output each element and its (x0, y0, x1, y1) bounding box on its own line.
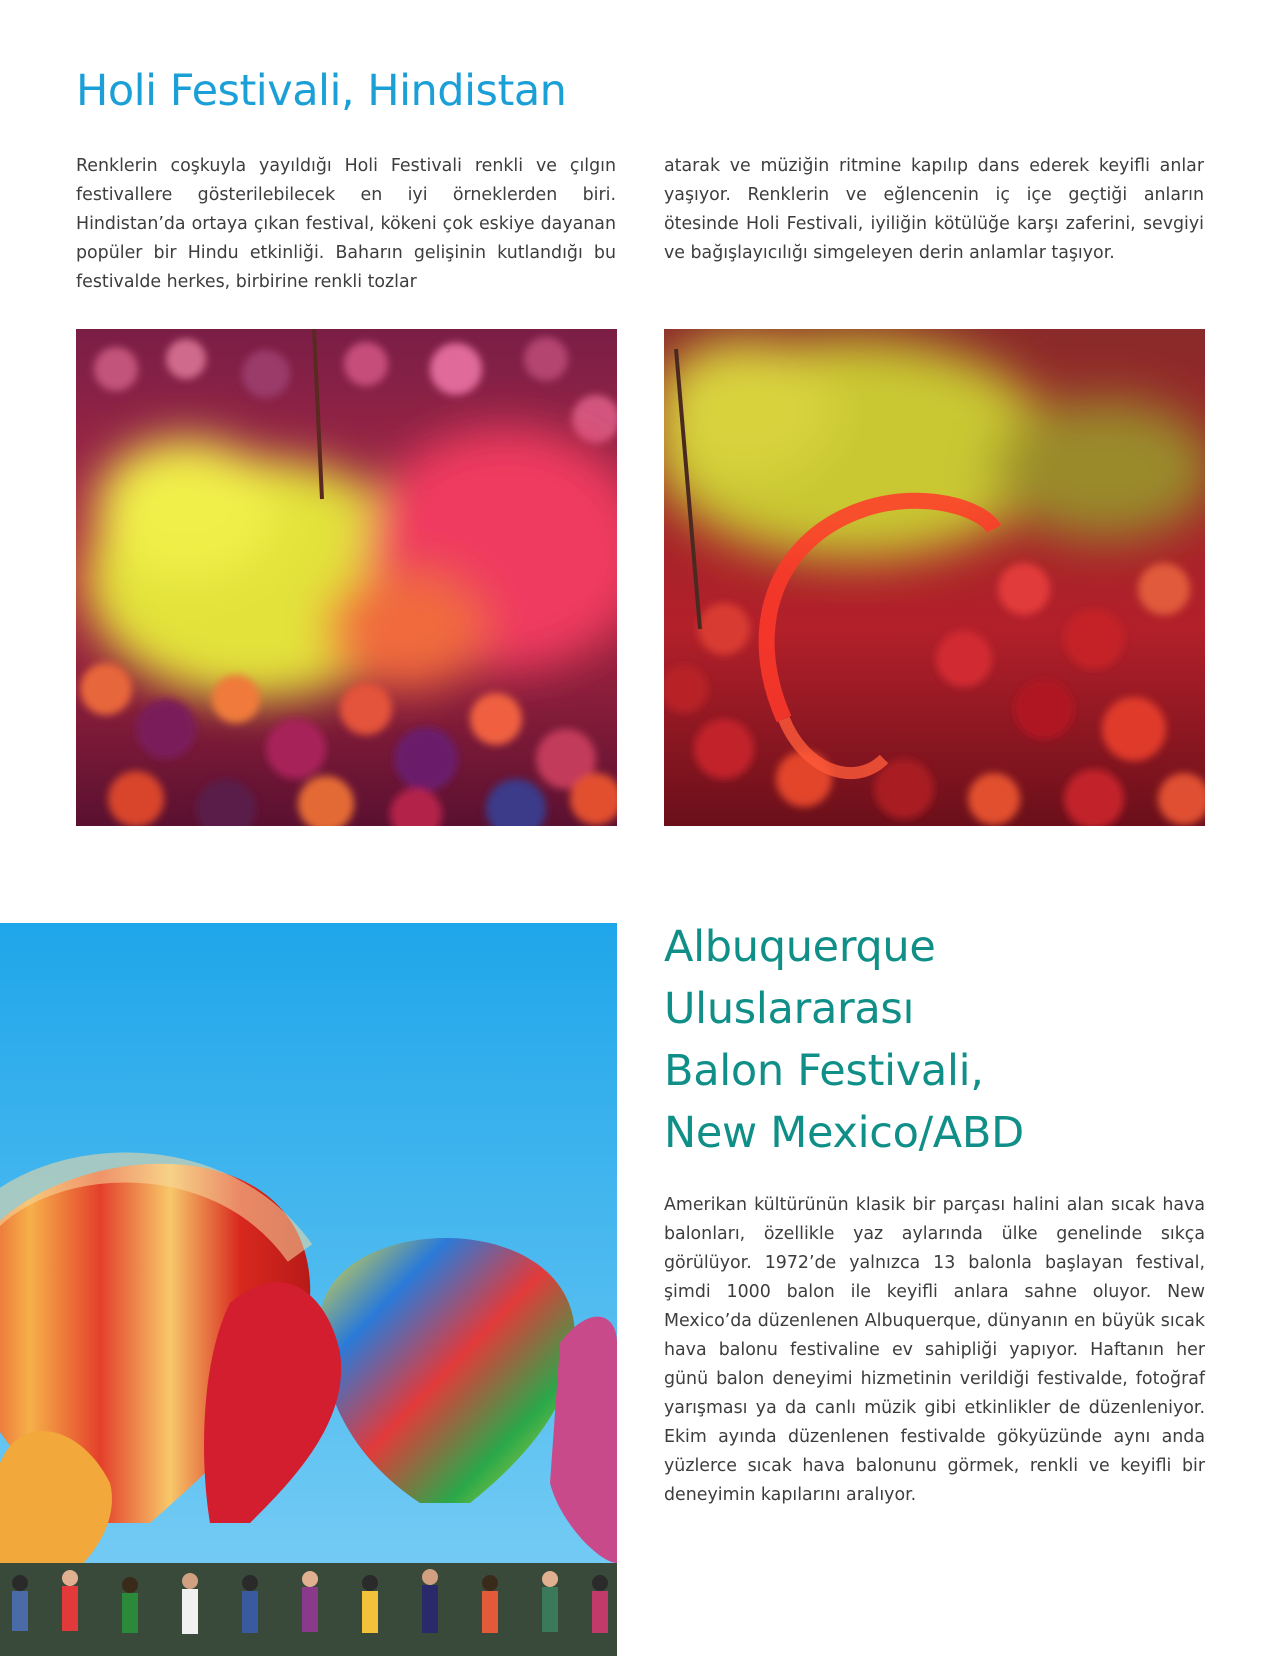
holi-crowd-photo-right (664, 329, 1205, 826)
balloon-paragraph: Amerikan kültürünün klasik bir parçası halini alan sıcak hava balonları, özellikle yaz aylarında ülke genelinde sıkça görülüyor. 1972’de yalnızca 13 balonla başlayan festival, şimdi 1000 balon ile keyifli anlara sahne oluyor. New Mexico’da düzenlenen Albuquerque, dünyanın en büyük sıcak hava balonu festivaline ev sahipliği yapıyor. Haftanın her günü balon deneyimi hizmetinin verildiği festivalde, fotoğraf yarışması ya da canlı müzik gibi etkinlikler de düzenleniyor. Ekim ayında düzenlenen festivalde gökyüzünde aynı anda yüzlerce sıcak hava balonunu görmek, renkli ve keyifli bir deneyimin kapılarını aralıyor. (664, 1195, 1205, 1505)
balloon-title-line-3: Balon Festivali, (664, 1046, 984, 1096)
balloon-title-line-1: Albuquerque (664, 922, 936, 972)
holi-section-title: Holi Festivali, Hindistan (76, 66, 567, 116)
holi-crowd-photo-left (76, 329, 617, 826)
balloon-title-line-4: New Mexico/ABD (664, 1108, 1024, 1158)
balloon-title-line-2: Uluslararası (664, 984, 915, 1034)
balloon-section-title (664, 916, 1224, 1164)
holi-paragraph-left: Renklerin coşkuyla yayıldığı Holi Festivali renkli ve çılgın festivallere gösterilebilecek en iyi örneklerden biri. Hindistan’da ortaya çıkan festival, kökeni çok eskiye dayanan popüler bir Hindu etkinliği. Baharın gelişinin kutlandığı bu festivalde herkes, birbirine renkli tozlar (76, 156, 616, 292)
balloon-festival-photo (0, 923, 617, 1656)
holi-paragraph-right: atarak ve müziğin ritmine kapılıp dans ederek keyifli anlar yaşıyor. Renklerin ve eğlencenin iç içe geçtiği anların ötesinde Holi Festivali, iyiliğin kötülüğe karşı zaferini, sevgiyi ve bağışlayıcılığı simgeleyen derin anlamlar taşıyor. (664, 156, 1204, 263)
